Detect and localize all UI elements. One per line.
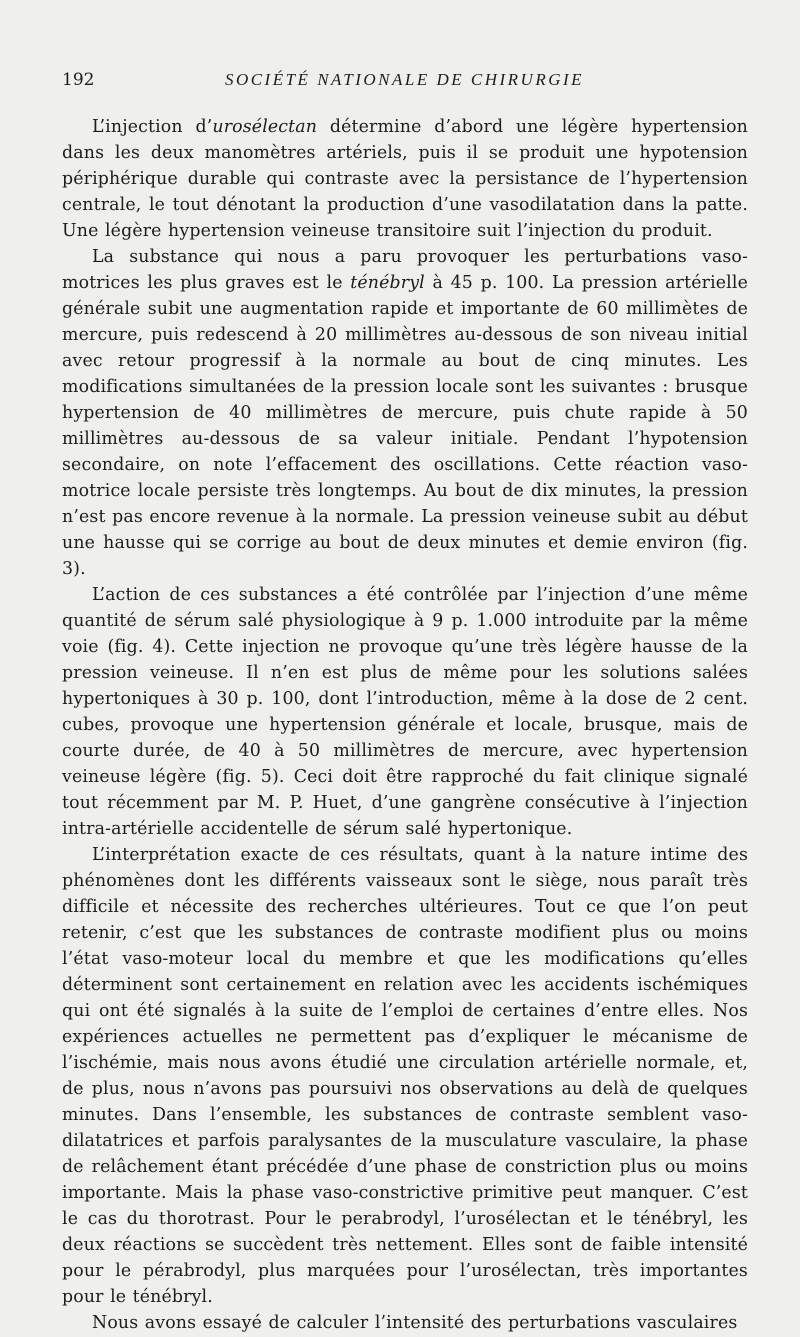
italic-term: urosélectan (212, 117, 318, 137)
italic-term: ténébryl (350, 273, 425, 293)
text-run: La substance qui nous a paru provoquer les perturbations vaso-motrices les plus graves est le (62, 247, 748, 293)
paragraph-4 (62, 842, 748, 1310)
paragraph-1 (62, 114, 748, 244)
text-run: Nous avons essayé de calculer l’intensité des perturbations vasculaires (92, 1313, 738, 1333)
paragraph-2 (62, 244, 748, 582)
text-run: détermine d’abord une légère hypertension dans les deux manomètres artériels, puis il se produit une hypotension périphérique durable qui contraste avec la persistance de l’hypertension centrale, le tout dénotant la production d’une vasodilatation dans la patte. Une légère hypertension veineuse transitoire suit l’injection du produit. (62, 117, 748, 241)
text-run: L’interprétation exacte de ces résultats, quant à la nature intime des phénomènes dont les différents vaisseaux sont le siège, nous paraît très difficile et nécessite des recherches ultérieures. Tout ce que l’on peut retenir, c’est que les substances de contraste modifient plus ou moins l’état vaso-moteur local du membre et que les modifications qu’elles déterminent sont certainement en relation avec les accidents ischémiques qui ont été signalés à la suite de l’emploi de certaines d’entre elles. Nos expériences actuelles ne permettent pas d’expliquer le mécanisme de l’ischémie, mais nous avons étudié une circulation artérielle normale, et, de plus, nous n’avons pas poursuivi nos observations au delà de quelques minutes. Dans l’ensemble, les substances de contraste semblent vaso-dilatatrices et parfois paralysantes de la musculature vasculaire, la phase de relâchement étant précédée d’une phase de constriction plus ou moins importante. Mais la phase vaso-constrictive primitive peut manquer. C’est le cas du thorotrast. Pour le perabrodyl, l’urosélectan et le ténébryl, les deux réactions se succèdent très nettement. Elles sont de faible intensité pour le pérabrodyl, plus marquées pour l’urosélectan, très importantes pour le ténébryl. (62, 845, 748, 1307)
text-run: L’action de ces substances a été contrôlée par l’injection d’une même quantité de sérum salé physiologique à 9 p. 1.000 introduite par la même voie (fig. 4). Cette injection ne provoque qu’une très légère hausse de la pression veineuse. Il n’en est plus de même pour les solutions salées hypertoniques à 30 p. 100, dont l’introduction, même à la dose de 2 cent. cubes, provoque une hypertension générale et locale, brusque, mais de courte durée, de 40 à 50 millimètres de mercure, avec hypertension veineuse légère (fig. 5). Ceci doit être rapproché du fait clinique signalé tout récemment par M. P. Huet, d’une gangrène consécutive à l’injection intra-artérielle accidentelle de sérum salé hypertonique. (62, 585, 748, 839)
paragraph-5 (62, 1310, 748, 1336)
paragraph-3 (62, 582, 748, 842)
running-title: SOCIÉTÉ NATIONALE DE CHIRURGIE (224, 70, 585, 89)
text-run: à 45 p. 100. La pression artérielle générale subit une augmentation rapide et importante de 60 millimètes de mercure, puis redescend à 20 millimètres au-dessous de son niveau initial avec retour progressif à la normale au bout de cinq minutes. Les modifications simultanées de la pression locale sont les suivantes : brusque hypertension de 40 millimètres de mercure, puis chute rapide à 50 millimètres au-dessous de sa valeur initiale. Pendant l’hypotension secondaire, on note l’effacement des oscillations. Cette réaction vaso-motrice locale persiste très longtemps. Au bout de dix minutes, la pression n’est pas encore revenue à la normale. La pression veineuse subit au début une hausse qui se corrige au bout de deux minutes et demie environ (fig. 3). (62, 273, 748, 579)
page-header (62, 70, 747, 94)
page-number: 192 (62, 70, 95, 90)
body-text (62, 114, 748, 1336)
text-run: L’injection d’ (92, 117, 213, 137)
